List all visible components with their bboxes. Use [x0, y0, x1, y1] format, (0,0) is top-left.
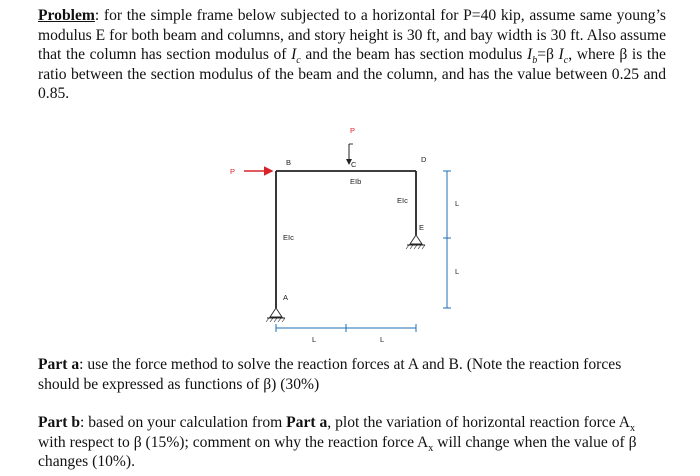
ib-symbol: I: [526, 46, 533, 63]
part-a-statement: [38, 355, 666, 394]
node-label-b: B: [286, 158, 292, 167]
ic-symbol-1: I: [291, 46, 297, 63]
problem-text-1: : for the simple frame below subjected to a horizontal for P=40 kip, assume same young’s modulus E for both beam and columns, and story height is 30 ft, and bay width is 30 ft. Also assume that the column has section modulus of: [38, 7, 666, 63]
problem-text-4: , where β is the ratio between the section modulus of the beam and the column, and has the value between 0.25 and 0.85.: [38, 46, 666, 102]
part-a-label: Part a: [38, 356, 80, 373]
part-b-text-1: : based on your calculation from: [80, 414, 287, 431]
ax-subscript-1: x: [629, 423, 635, 435]
bottom-dimension-line: [276, 324, 416, 332]
right-column-property-label: EIc: [397, 196, 408, 205]
support-a-icon: [266, 308, 285, 322]
part-b-label: Part b: [38, 414, 81, 431]
beam-property-label: EIb: [350, 177, 362, 186]
dimension-label-right-lower: L: [455, 267, 460, 276]
part-a-text: : use the force method to solve the reaction forces at A and B. (Note the reaction forces should be expressed as functions of β) (30%): [38, 356, 622, 393]
ib-subscript: b: [532, 55, 538, 67]
dimension-label-right-upper: L: [455, 199, 460, 208]
part-b-text-2: , plot the variation of horizontal reaction force A: [327, 414, 630, 431]
node-label-e: E: [419, 223, 425, 232]
part-b-text-3: with respect to β (15%); comment on why the reaction force A: [38, 433, 429, 451]
support-e-icon: [406, 235, 425, 249]
problem-text-2: and the beam has section modulus: [300, 46, 527, 63]
part-b-reference: Part a: [286, 414, 328, 431]
left-column-property-label: EIc: [283, 233, 294, 242]
ic-subscript-2: c: [563, 55, 569, 67]
node-label-c: C: [351, 160, 357, 169]
node-label-a: A: [283, 293, 289, 302]
load-label-p-top: P: [350, 126, 356, 135]
ax-subscript-2: x: [428, 442, 434, 454]
ic-subscript-1: c: [296, 55, 301, 67]
dimension-label-bottom-left: L: [312, 335, 317, 344]
part-b-statement: [38, 413, 666, 472]
part-b-text-4: will change when the value of β changes (10%).: [38, 433, 637, 470]
dimension-label-bottom-right: L: [380, 335, 385, 344]
load-label-p-left: P: [230, 167, 236, 176]
ic-symbol-2: I: [558, 46, 564, 63]
problem-text-3: =β: [537, 46, 559, 63]
right-dimension-line: [443, 171, 451, 308]
problem-label: Problem: [38, 7, 95, 24]
node-label-d: D: [421, 155, 427, 164]
